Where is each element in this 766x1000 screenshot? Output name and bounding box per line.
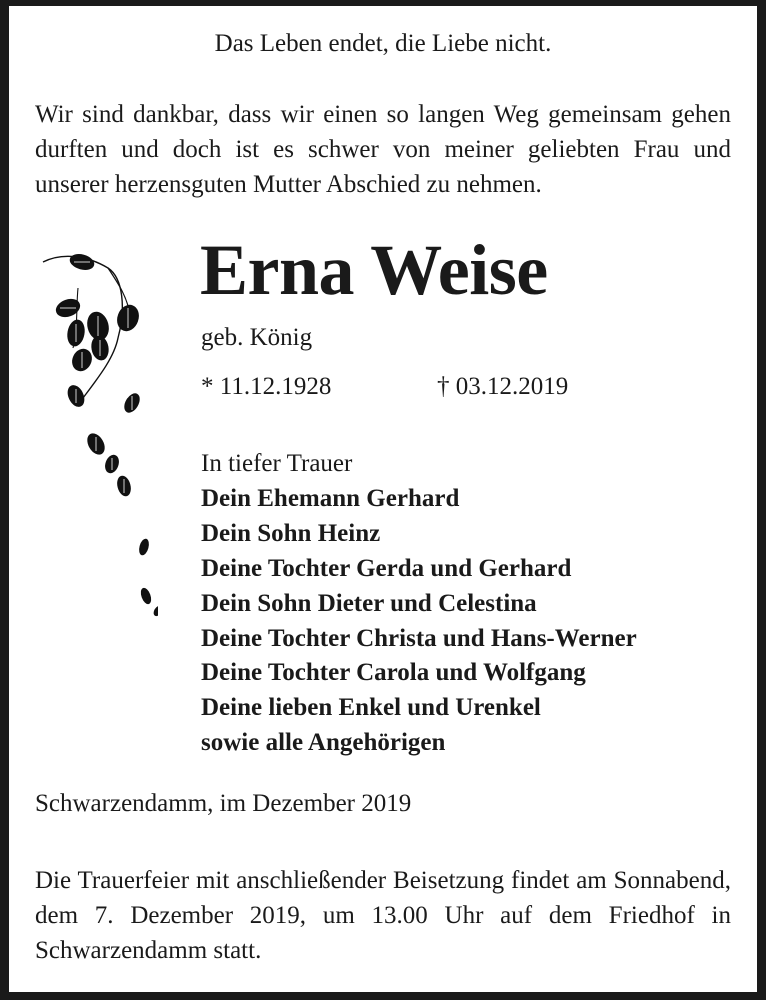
mourner-line: Dein Sohn Dieter und Celestina <box>201 589 537 617</box>
maiden-name: geb. König <box>201 324 313 351</box>
mourner-line: Deine Tochter Gerda und Gerhard <box>201 554 572 582</box>
intro-text: Wir sind dankbar, dass wir einen so langen Weg gemeinsam gehen durften und doch ist es schwer von meiner geliebten Frau und unserer herzensguten Mutter Abschied zu nehmen. <box>35 101 731 198</box>
mourners-block <box>201 447 637 761</box>
birth-date: * 11.12.1928 <box>201 373 332 400</box>
mourner-line: Deine Tochter Christa und Hans-Werner <box>201 624 637 652</box>
death-date: † 03.12.2019 <box>437 373 569 400</box>
mourner-line: Dein Sohn Heinz <box>201 519 381 547</box>
place-date: Schwarzendamm, im Dezember 2019 <box>35 790 412 817</box>
deceased-name: Erna Weise <box>200 230 548 310</box>
mourning-intro: In tiefer Trauer <box>201 450 353 477</box>
motto: Das Leben endet, die Liebe nicht. <box>214 30 552 57</box>
funeral-service-info: Die Trauerfeier mit anschließender Beisetzung findet am Sonnabend, dem 7. Dezember 2019, um 13.00 Uhr auf dem Friedhof in Schwarzendamm statt. <box>35 867 731 964</box>
falling-leaves-icon <box>38 248 158 628</box>
mourner-line: sowie alle Angehörigen <box>201 729 446 757</box>
mourner-line: Dein Ehemann Gerhard <box>201 484 460 512</box>
mourner-line: Deine lieben Enkel und Urenkel <box>201 694 541 722</box>
mourner-line: Deine Tochter Carola und Wolfgang <box>201 659 586 687</box>
